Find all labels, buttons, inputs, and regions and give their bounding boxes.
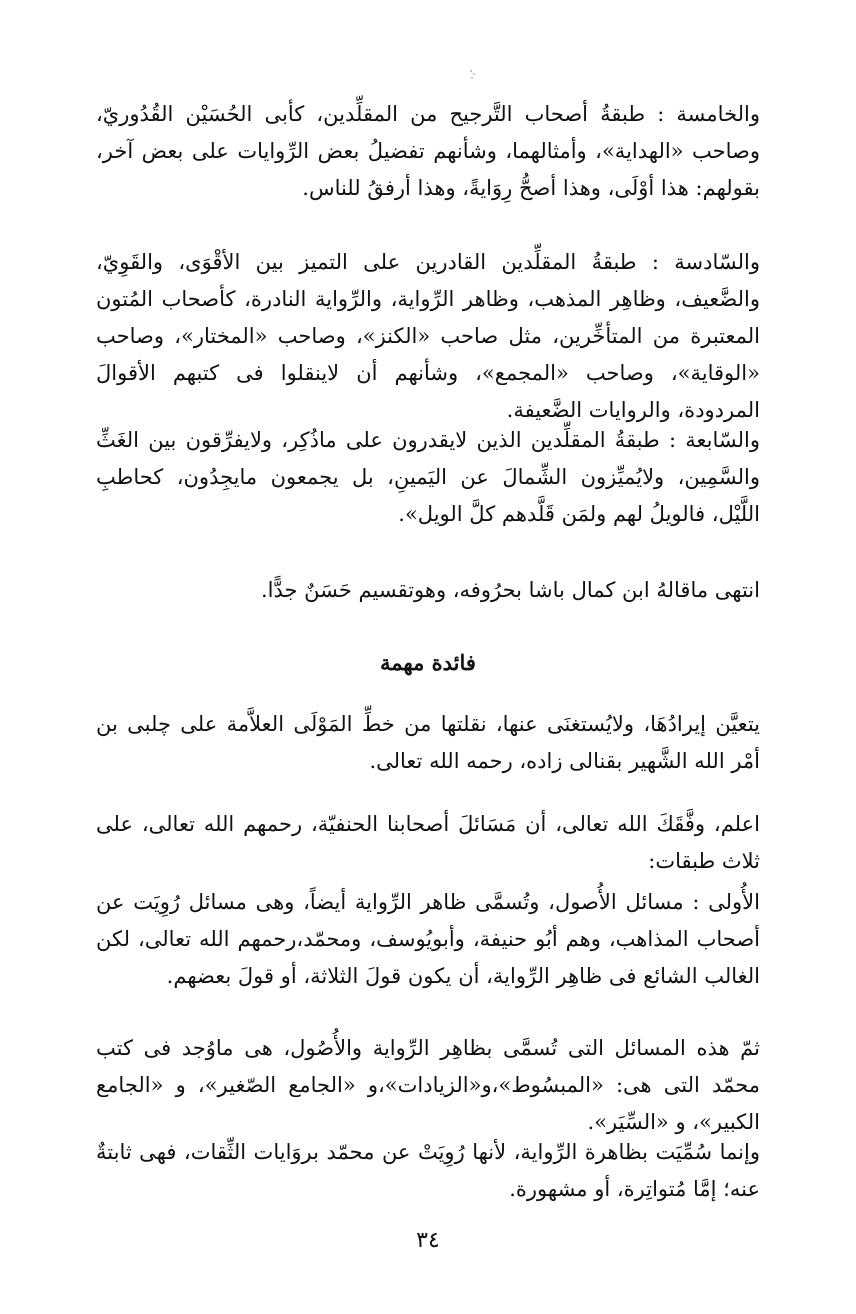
paragraph-sixth-class: [96, 244, 760, 429]
paragraph-fifth-class: [96, 96, 760, 207]
paragraph-text: والسّابعة : طبقةُ المقلِّدين الذين لايقدرون على ماذُكِر، ولايفرِّقون بين الغَثِّ والسَّمِين، ولايُميِّزون الشِّمالَ عن اليَمينِ، بل يجمعون مايجِدُون، كحاطبِ اللَّيْل، فالويلُ لهم ولمَن قَلَّدهم كلَّ الويل».: [96, 428, 760, 526]
paragraph-classes-intro: [96, 806, 760, 880]
paragraph-text: الأُولى : مسائل الأُصول، وتُسمَّى ظاهر الرِّواية أيضاً، وهى مسائل رُوِيَت عن أصحاب المذاهب، وهم أبُو حنيفة، وأبويُوسف، ومحمّد،رحمهم الله تعالى، لكن الغالب الشائع فى ظاهِر الرِّواية، أن يكون قولَ الثلاثة، أو قولَ بعضهم.: [96, 890, 760, 988]
paragraph-seventh-class: [96, 422, 760, 533]
paragraph-naming-reason: [96, 1134, 760, 1208]
paragraph-text: ثمّ هذه المسائل التى تُسمَّى بظاهِر الرِّواية والأُصُول، هى ماوُجد فى كتب محمّد التى هى: «المبسُوط»،و«الزيادات»،و «الجامع الصّغير»، و «الجامع الكبير»، و «السِّيَر».: [96, 1036, 760, 1134]
paragraph-text: يتعيَّن إيرادُهَا، ولايُستغنَى عنها، نقلتها من خطِّ المَوْلَى العلاَّمة على چلبى بن أمْر الله الشَّهير بقنالى زاده، رحمه الله تعالى.: [96, 712, 760, 773]
paragraph-text: والخامسة : طبقةُ أصحاب التَّرجيح من المقلِّدين، كأبى الحُسَيْن القُدُوريّ، وصاحب «الهداية»، وأمثالهما، وشأنهم تفضيلُ بعض الرِّوايات على بعض آخر، بقولهم: هذا أوْلَى، وهذا أصحُّ رِوَايةً، وهذا أرفقُ للناس.: [96, 102, 760, 200]
section-heading: فائدة مهمة: [380, 650, 476, 675]
paragraph-closing-quote: [96, 572, 760, 609]
scan-speck: [468, 68, 478, 82]
paragraph-text: اعلم، وفَّقَكَ الله تعالى، أن مَسَائلَ أصحابنا الحنفيّة، رحمهم الله تعالى، على ثلاث طبقات:: [96, 812, 760, 873]
paragraph-intro-note: [96, 706, 760, 780]
paragraph-first-class: [96, 884, 760, 995]
paragraph-text: وإنما سُمِّيَت بظاهرة الرِّواية، لأنها رُوِيَتْ عن محمّد بروَايات الثِّقات، فهى ثابتةٌ عنه؛ إمَّا مُتواتِرة، أو مشهورة.: [96, 1140, 760, 1201]
page-number: ٣٤: [416, 1228, 440, 1253]
paragraph-books-list: [96, 1030, 760, 1141]
paragraph-text: والسّادسة : طبقةُ المقلِّدين القادرين على التميز بين الأقْوَى، والقَوِيّ، والضَّعيف، وظاهِر المذهب، وظاهر الرِّواية، والرِّواية النادرة، كأصحاب المُتون المعتبرة من المتأخِّرين، مثل صاحب «الكنز»، وصاحب «المختار»، وصاحب «الوقاية»، وصاحب «المجمع»، وشأنهم أن لاينقلوا فى كتبهم الأقوالَ المردودة، والروايات الضَّعيفة.: [96, 250, 760, 422]
paragraph-text: انتهى ماقالهُ ابن كمال باشا بحرُوفه، وهوتقسيم حَسَنٌ جدًّا.: [260, 578, 760, 602]
